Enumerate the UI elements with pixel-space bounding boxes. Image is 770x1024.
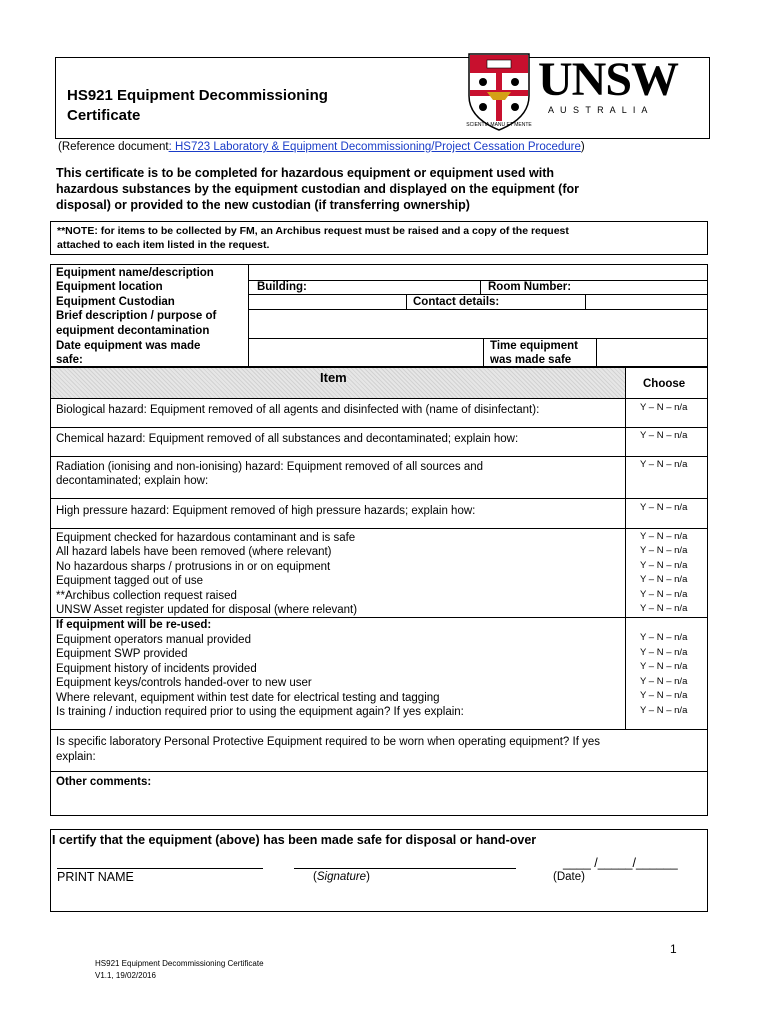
other-comments-field[interactable] [52, 790, 706, 814]
ppe-question-2: explain: [56, 751, 96, 763]
note-line-2: attached to each item listed in the request. [57, 239, 270, 251]
check-choice[interactable]: Y – N – n/a [640, 574, 688, 585]
note-line-1: **NOTE: for items to be collected by FM, an Archibus request must be raised and a copy of the request [57, 225, 569, 237]
check-choice[interactable]: Y – N – n/a [640, 545, 688, 556]
check-item: UNSW Asset register updated for disposal (where relevant) [56, 604, 358, 616]
label-equipment-location: Equipment location [56, 281, 163, 293]
check-item: All hazard labels have been removed (where relevant) [56, 546, 332, 558]
reuse-item: Equipment SWP provided [56, 648, 188, 660]
reuse-choice[interactable]: Y – N – n/a [640, 647, 688, 658]
check-item: Equipment tagged out of use [56, 575, 204, 587]
other-comments-label: Other comments: [56, 776, 152, 788]
reference-suffix: ) [580, 141, 585, 153]
reuse-choice[interactable]: Y – N – n/a [640, 632, 688, 643]
intro-line-2: hazardous substances by the equipment custodian and displayed on the equipment (for [56, 182, 579, 196]
brief-description-field[interactable] [250, 310, 707, 337]
biological-choice[interactable]: Y – N – n/a [640, 402, 688, 413]
radiation-choice[interactable]: Y – N – n/a [640, 459, 688, 470]
reference-line [58, 140, 585, 155]
check-choice[interactable]: Y – N – n/a [640, 560, 688, 571]
signature-field[interactable] [294, 856, 516, 869]
radiation-hazard-text-1: Radiation (ionising and non-ionising) hazard: Equipment removed of all sources and [56, 461, 484, 473]
label-custodian: Equipment Custodian [56, 296, 175, 308]
certify-statement: I certify that the equipment (above) has been made safe for disposal or hand-over [52, 833, 537, 847]
reuse-choice[interactable]: Y – N – n/a [640, 676, 688, 687]
intro-line-1: This certificate is to be completed for hazardous equipment or equipment used with [56, 166, 554, 180]
reuse-item: Is training / induction required prior to using the equipment again? If yes explain: [56, 706, 464, 718]
radiation-hazard-text-2: decontaminated; explain how: [56, 475, 209, 487]
reuse-item: Equipment keys/controls handed-over to new user [56, 677, 312, 689]
date-field[interactable]: ____ /_____/______ [563, 856, 678, 870]
signature-label: (Signature) [313, 871, 370, 883]
unsw-wordmark: UNSW [538, 53, 679, 106]
page-title: HS921 Equipment Decommissioning [67, 87, 328, 104]
signature-label-text: Signature [316, 871, 367, 883]
label-building: Building: [257, 281, 307, 293]
date-made-safe-field[interactable] [250, 339, 482, 366]
label-time-made-safe-1: Time equipment [490, 340, 578, 352]
intro-line-3: disposal) or provided to the new custodian (if transferring ownership) [56, 198, 470, 212]
check-item: Equipment checked for hazardous contaminant and is safe [56, 532, 356, 544]
equipment-name-field[interactable] [250, 265, 707, 279]
reuse-item: Equipment operators manual provided [56, 634, 251, 646]
reuse-item: Where relevant, equipment within test date for electrical testing and tagging [56, 692, 440, 704]
footer-version: V1.1, 19/02/2016 [95, 971, 156, 980]
footer-doc-title: HS921 Equipment Decommissioning Certificate [95, 959, 264, 968]
reuse-choice[interactable]: Y – N – n/a [640, 690, 688, 701]
reuse-header: If equipment will be re-used: [56, 619, 212, 631]
page-title-line2: Certificate [67, 107, 141, 124]
pressure-choice[interactable]: Y – N – n/a [640, 502, 688, 513]
label-brief-2: equipment decontamination [56, 325, 210, 337]
label-contact: Contact details: [413, 296, 500, 308]
label-brief-1: Brief description / purpose of [56, 310, 217, 322]
check-choice[interactable]: Y – N – n/a [640, 531, 688, 542]
chemical-hazard-text: Chemical hazard: Equipment removed of all substances and decontaminated; explain how: [56, 433, 519, 445]
ppe-question-1: Is specific laboratory Personal Protective Equipment required to be worn when operating equipment? If yes [56, 736, 600, 748]
check-item: No hazardous sharps / protrusions in or on equipment [56, 561, 331, 573]
reuse-choice[interactable]: Y – N – n/a [640, 705, 688, 716]
label-date-made-safe-2: safe: [56, 354, 83, 366]
chemical-choice[interactable]: Y – N – n/a [640, 430, 688, 441]
print-name-field[interactable] [57, 856, 263, 869]
print-name-label: PRINT NAME [57, 870, 134, 884]
choose-column-header: Choose [643, 378, 686, 390]
check-choice[interactable]: Y – N – n/a [640, 589, 688, 600]
check-choice[interactable]: Y – N – n/a [640, 603, 688, 614]
reference-link[interactable]: : HS723 Laboratory & Equipment Decommissioning/Project Cessation Procedure [168, 141, 581, 153]
item-column-header: Item [320, 370, 347, 385]
label-time-made-safe-2: was made safe [490, 354, 572, 366]
page-number: 1 [670, 942, 677, 956]
label-room-number: Room Number: [488, 281, 572, 293]
time-made-safe-field[interactable] [598, 339, 707, 366]
reference-prefix: (Reference document [58, 141, 169, 153]
label-equipment-name: Equipment name/description [56, 267, 214, 279]
label-date-made-safe-1: Date equipment was made [56, 340, 201, 352]
crest-motto: SCIENTIA MANU ET MENTE [466, 122, 532, 128]
reuse-item: Equipment history of incidents provided [56, 663, 257, 675]
biological-hazard-text: Biological hazard: Equipment removed of all agents and disinfected with (name of disinfectant): [56, 404, 540, 416]
pressure-hazard-text: High pressure hazard: Equipment removed of high pressure hazards; explain how: [56, 505, 476, 517]
check-item: **Archibus collection request raised [56, 590, 237, 602]
australia-wordmark: A U S T R A L I A [548, 105, 650, 115]
date-label: (Date) [553, 871, 585, 883]
reuse-choice[interactable]: Y – N – n/a [640, 661, 688, 672]
